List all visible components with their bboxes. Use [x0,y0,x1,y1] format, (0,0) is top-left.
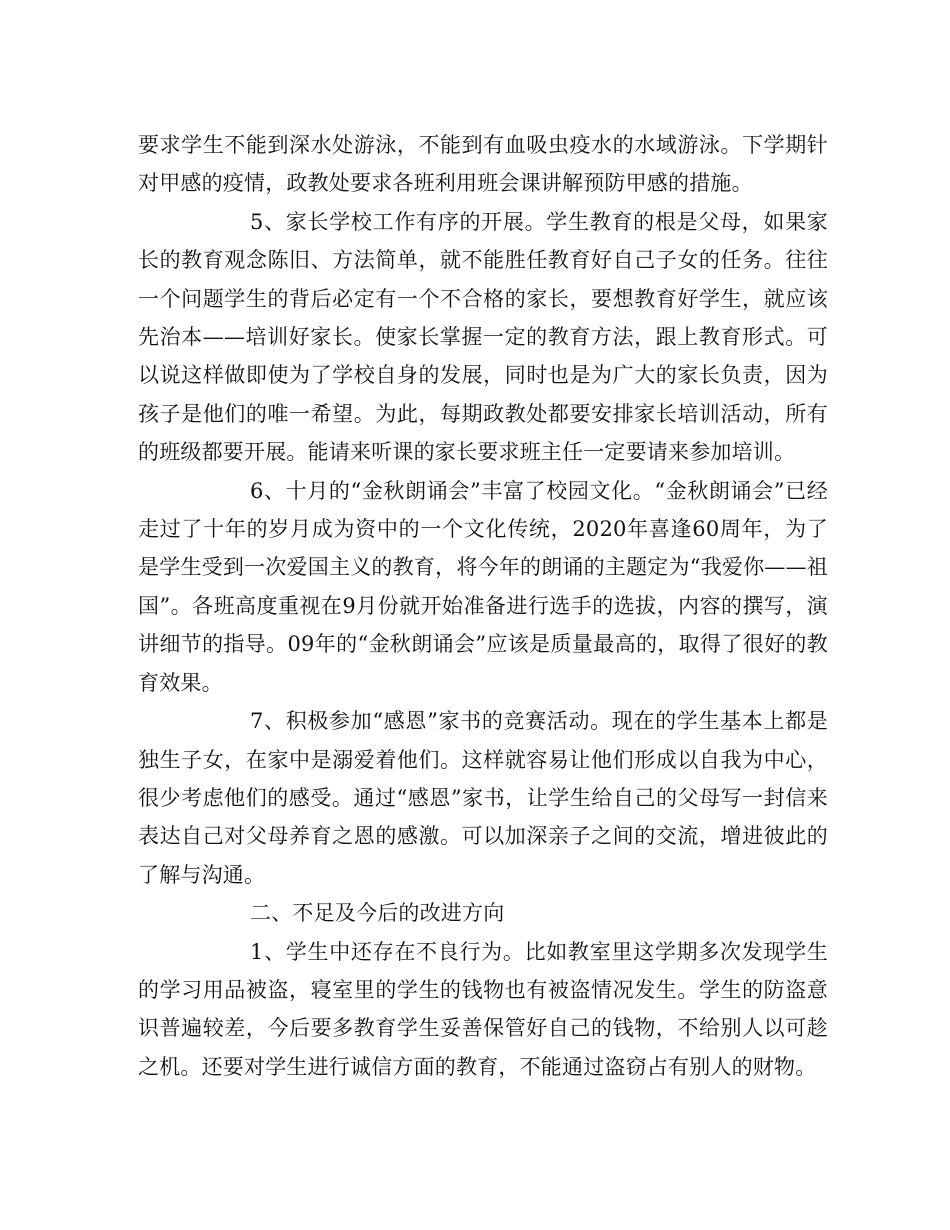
section-heading-improvements: 二、不足及今后的改进方向 [250,901,505,926]
paragraph-recitation-event: 6、十月的“金秋朗诵会”丰富了校园文化。“金秋朗诵会”已经走过了十年的岁月成为资中的一个文化传统，2020年喜逢60周年，为了是学生受到一次爱国主义的教育，将今年的朗诵的主题定为“我爱你——祖国”。各班高度重视在9月份就开始准备进行选手的选拔，内容的撰写，演讲细节的指导。09年的“金秋朗诵会”应该是质量最高的，取得了很好的教育效果。 [138,478,828,695]
document-body [138,126,828,1086]
paragraph-gratitude-letters: 7、积极参加“感恩”家书的竞赛活动。现在的学生基本上都是独生子女，在家中是溺爱着他们。这样就容易让他们形成以自我为中心，很少考虑他们的感受。通过“感恩”家书，让学生给自己的父母写一封信来表达自己对父母养育之恩的感激。可以加深亲子之间的交流，增进彼此的了解与沟通。 [138,709,828,887]
paragraph-parent-school: 5、家长学校工作有序的开展。学生教育的根是父母，如果家长的教育观念陈旧、方法简单，就不能胜任教育好自己子女的任务。往往一个问题学生的背后必定有一个不合格的家长，要想教育好学生，就应该先治本——培训好家长。使家长掌握一定的教育方法，跟上教育形式。可以说这样做即使为了学校自身的发展，同时也是为广大的家长负责，因为孩子是他们的唯一希望。为此，每期政教处都要安排家长培训活动，所有的班级都要开展。能请来听课的家长要求班主任一定要请来参加培训。 [138,209,828,465]
paragraph-swimming-safety: 要求学生不能到深水处游泳，不能到有血吸虫疫水的水域游泳。下学期针对甲感的疫情，政教处要求各班利用班会课讲解预防甲感的措施。 [138,133,828,196]
paragraph-bad-behavior: 1、学生中还存在不良行为。比如教室里这学期多次发现学生的学习用品被盗，寝室里的学生的钱物也有被盗情况发生。学生的防盗意识普遍较差，今后要多教育学生妥善保管好自己的钱物，不给别人以可趁之机。还要对学生进行诚信方面的教育，不能通过盗窃占有别人的财物。 [138,939,828,1079]
